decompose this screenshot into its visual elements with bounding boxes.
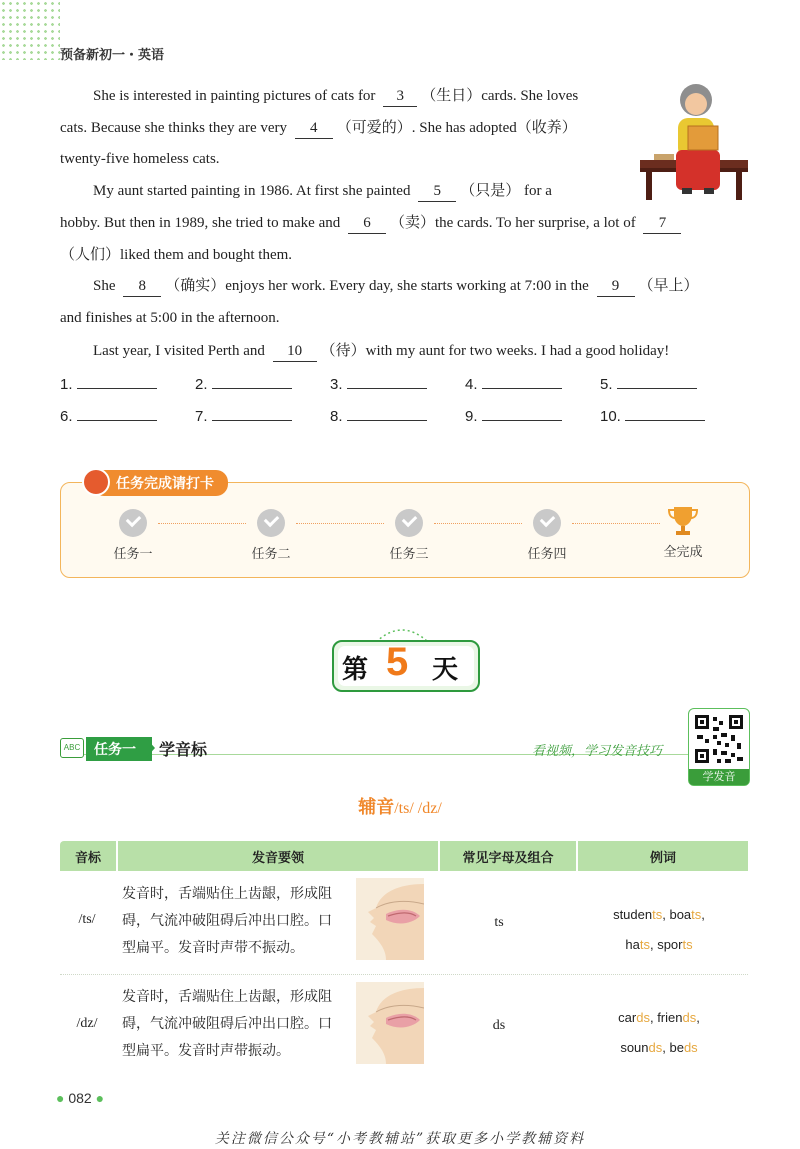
example-highlight: ds <box>682 1010 697 1025</box>
award-ribbon-icon <box>82 468 110 496</box>
passage-line-2 <box>60 118 577 139</box>
answer-number: 5. <box>600 376 613 393</box>
phonetic-table <box>60 841 748 871</box>
passage-text: （待）with my aunt for two weeks. I had a good holiday! <box>320 343 670 359</box>
passage-line-1 <box>93 86 578 107</box>
separator: , <box>662 1040 670 1055</box>
passage-line-9 <box>93 341 669 362</box>
checkin-step-2[interactable] <box>236 509 306 562</box>
tip-line: 碍，气流冲破阻碍后冲出口腔。口 <box>122 912 332 928</box>
qr-label: 学发音 <box>689 769 749 785</box>
passage-text: hobby. But then in 1989, she tried to make and <box>60 215 341 231</box>
answer-slot-3[interactable] <box>330 374 427 393</box>
tip-line: 发音时，舌端贴住上齿龈，形成阻 <box>122 885 332 901</box>
mouth-diagram-icon <box>356 982 424 1064</box>
decorative-dot-grid <box>0 0 60 60</box>
answer-slot-10[interactable] <box>600 406 705 425</box>
passage-text: （生日）cards. She loves <box>421 88 579 104</box>
mouth-diagram-icon <box>356 878 424 960</box>
step-label: 任务四 <box>527 546 567 561</box>
grandma-illustration <box>636 80 752 204</box>
answer-slot-5[interactable] <box>600 374 697 393</box>
checkin-step-1[interactable] <box>98 509 168 562</box>
progress-connector <box>572 523 660 524</box>
check-circle-icon <box>395 509 423 537</box>
passage-line-5 <box>60 213 681 234</box>
tip-line: 型扁平。发音时声带振动。 <box>122 1042 290 1058</box>
dot-icon: ● <box>56 1090 65 1106</box>
subtitle-zh: 辅音 <box>358 797 395 817</box>
separator: , <box>696 1010 700 1025</box>
example-highlight: ds <box>648 1040 663 1055</box>
subtitle-ipa: /ts/ /dz/ <box>394 800 442 817</box>
example-word: soun <box>620 1040 649 1055</box>
blank-8: 8 <box>123 276 161 297</box>
passage-line-3: twenty-five homeless cats. <box>60 151 220 167</box>
answer-number: 1. <box>60 376 73 393</box>
answer-grid <box>0 374 800 434</box>
day-number: 5 <box>386 640 409 684</box>
task-title: 学音标 <box>159 742 208 759</box>
answer-number: 2. <box>195 376 208 393</box>
blank-4: 4 <box>295 118 333 139</box>
passage-text: Last year, I visited Perth and <box>93 343 265 359</box>
step-label: 任务二 <box>251 546 291 561</box>
page-number-wrap <box>56 1090 104 1106</box>
example-word: frien <box>657 1010 683 1025</box>
video-hint: 看视频，学习发音技巧 <box>532 744 663 759</box>
example-line <box>570 1003 748 1033</box>
answer-number: 4. <box>465 376 478 393</box>
tip-line: 碍，气流冲破阻碍后冲出口腔。口 <box>122 1015 332 1031</box>
blank-10: 10 <box>273 341 317 362</box>
passage-line-4 <box>93 181 552 202</box>
table-header: 例词 <box>577 841 748 871</box>
blank-9: 9 <box>597 276 635 297</box>
passage-text: （只是） for a <box>460 183 552 199</box>
common-letters: ds <box>492 1018 506 1033</box>
page-header-title: 预备新初一・英语 <box>60 47 165 62</box>
task-label-arrow <box>145 737 155 759</box>
pronunciation-tip <box>122 983 332 1064</box>
passage-line-8: and finishes at 5:00 in the afternoon. <box>60 310 280 326</box>
example-highlight: ds <box>636 1010 650 1025</box>
example-word: ha <box>625 937 640 952</box>
answer-slot-6[interactable] <box>60 406 157 425</box>
section-subtitle <box>0 793 800 819</box>
answer-slot-9[interactable] <box>465 406 562 425</box>
qr-code-icon <box>693 713 745 765</box>
passage-text: cats. Because she thinks they are very <box>60 120 287 136</box>
passage-line-7 <box>93 276 699 297</box>
table-header: 音标 <box>60 841 117 871</box>
check-circle-icon <box>257 509 285 537</box>
example-highlight: ts <box>639 937 650 952</box>
blank-3: 3 <box>383 86 417 107</box>
passage-text: （早上） <box>638 278 699 294</box>
table-header: 发音要领 <box>117 841 439 871</box>
progress-connector <box>434 523 522 524</box>
answer-number: 3. <box>330 376 343 393</box>
table-header: 常见字母及组合 <box>439 841 577 871</box>
task-label: 任务一 <box>86 737 152 761</box>
day-prefix: 第 <box>342 654 369 684</box>
example-line <box>570 930 748 960</box>
step-label: 全完成 <box>663 544 703 559</box>
blank-7: 7 <box>643 213 681 234</box>
phonetic-symbol: /ts/ <box>78 912 96 927</box>
example-word: boa <box>669 907 692 922</box>
qr-code-card[interactable] <box>688 708 750 786</box>
checkin-step-3[interactable] <box>374 509 444 562</box>
abc-icon: ABC <box>60 738 84 758</box>
separator: , <box>662 907 670 922</box>
example-words <box>570 900 748 960</box>
tip-line: 发音时，舌端贴住上齿龈，形成阻 <box>122 988 332 1004</box>
passage-text: （卖）the cards. To her surprise, a lot of <box>389 215 636 231</box>
passage-text: My aunt started painting in 1986. At first she painted <box>93 183 411 199</box>
dot-icon: ● <box>95 1090 105 1106</box>
footer-notice: 关注微信公众号“小考教辅站”获取更多小学教辅资料 <box>214 1131 586 1147</box>
example-highlight: ts <box>682 937 693 952</box>
answer-number: 9. <box>465 408 478 425</box>
example-word: studen <box>613 907 653 922</box>
passage-line-6: （人们）liked them and bought them. <box>60 247 293 263</box>
answer-slot-1[interactable] <box>60 374 157 393</box>
example-line <box>570 1033 748 1063</box>
check-circle-icon <box>119 509 147 537</box>
answer-number: 6. <box>60 408 73 425</box>
answer-slot-8[interactable] <box>330 406 427 425</box>
example-word: spor <box>657 937 683 952</box>
checkin-title: 任务完成请打卡 <box>92 470 228 496</box>
example-highlight: ts <box>652 907 663 922</box>
check-circle-icon <box>533 509 561 537</box>
checkin-step-complete[interactable] <box>648 505 718 560</box>
example-highlight: ds <box>683 1040 698 1055</box>
answer-number: 7. <box>195 408 208 425</box>
progress-connector <box>158 523 246 524</box>
example-word: be <box>669 1040 684 1055</box>
trophy-icon <box>668 505 698 537</box>
passage-text: （确实）enjoys her work. Every day, she starts working at 7:00 in the <box>165 278 589 294</box>
common-letters: ts <box>494 915 504 930</box>
separator: , <box>649 937 658 952</box>
blank-6: 6 <box>348 213 386 234</box>
phonetic-symbol: /dz/ <box>76 1016 98 1031</box>
step-label: 任务三 <box>389 546 429 561</box>
example-line <box>570 900 748 930</box>
pronunciation-tip <box>122 880 332 961</box>
answer-number: 10. <box>600 408 621 425</box>
example-words <box>570 1003 748 1063</box>
page-number: 082 <box>68 1090 92 1106</box>
answer-slot-4[interactable] <box>465 374 562 393</box>
step-label: 任务一 <box>113 546 153 561</box>
answer-number: 8. <box>330 408 343 425</box>
example-highlight: ts <box>691 907 702 922</box>
tip-line: 型扁平。发音时声带不振动。 <box>122 939 304 955</box>
checkin-step-4[interactable] <box>512 509 582 562</box>
example-word: car <box>618 1010 637 1025</box>
separator: , <box>701 907 705 922</box>
passage-text: She is interested in painting pictures of cats for <box>93 88 376 104</box>
passage-text: （可爱的）. She has adopted（收养） <box>336 120 577 136</box>
answer-slot-2[interactable] <box>195 374 292 393</box>
separator: , <box>649 1010 658 1025</box>
passage-text: She <box>93 278 116 294</box>
progress-connector <box>296 523 384 524</box>
table-header-row <box>60 841 748 871</box>
day-suffix: 天 <box>432 654 459 684</box>
blank-5: 5 <box>418 181 456 202</box>
answer-slot-7[interactable] <box>195 406 292 425</box>
